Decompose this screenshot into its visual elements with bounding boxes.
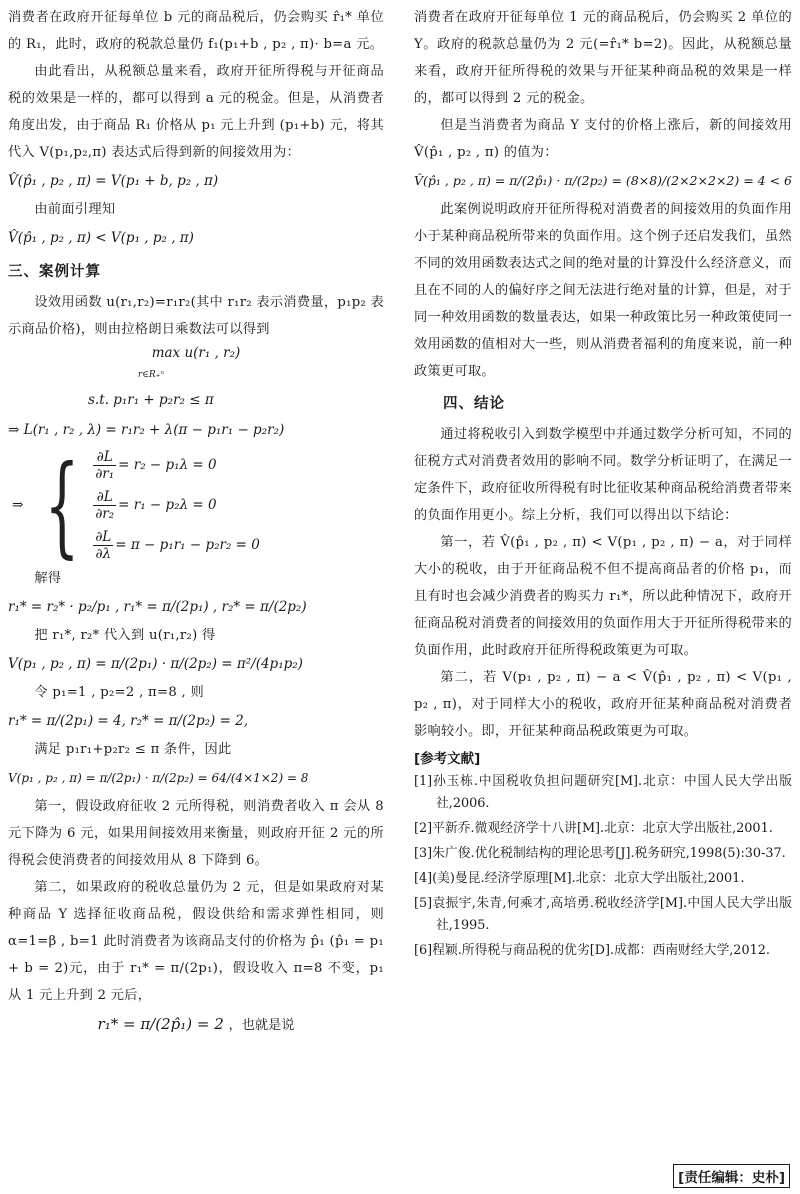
reference-item: [5]袁振宇,朱青,何乘才,高培勇.税收经济学[M].中国人民大学出版社,1995. [414,896,792,933]
equation-indirect-utility-numeric: V(p₁ , p₂ , π) = π/(2p₁) · π/(2p₂) = 64/(4×1×2) = 8 [8,771,309,785]
equation-max [8,343,384,385]
paragraph: 消费者在政府开征每单位 b 元的商品税后，仍会购买 r̂₁* 单位的 R₁，此时，政府的税款总量仍 f₁(p₁+b , p₂ , π)· b=a 元。 [8,10,384,52]
paragraph: 满足 p₁r₁+p₂r₂ ≤ π 条件，因此 [34,742,232,757]
numerator: ∂L [95,528,112,545]
equation-system [8,441,384,569]
system-row [91,485,260,525]
row-rhs: = r₁ − p₂λ = 0 [118,497,217,513]
system-rows [91,445,260,565]
references-list [414,771,792,962]
reference-item: [1]孙玉栋.中国税收负担问题研究[M].北京：中国人民大学出版社,2006. [414,774,792,811]
denominator: ∂r₁ [95,465,115,482]
reference-item: [6]程颖.所得税与商品税的优劣[D].成都：西南财经大学,2012. [414,943,770,958]
max-subscript: r∈R₊ⁿ [137,370,165,380]
equation-lagrangian: ⇒ L(r₁ , r₂ , λ) = r₁r₂ + λ(π − p₁r₁ − p₂r₂) [8,422,285,438]
paragraph: 设效用函数 u(r₁,r₂)=r₁r₂(其中 r₁r₂ 表示消费量，p₁p₂ 表示商品价格)，则由拉格朗日乘数法可以得到 [8,295,384,337]
equation-indirect-utility: V(p₁ , p₂ , π) = π/(2p₁) · π/(2p₂) = π²/(4p₁p₂) [8,656,303,672]
references-title: [参考文献] [414,751,481,767]
paragraph: 由前面引理知 [34,202,116,217]
paragraph: 消费者在政府开征每单位 1 元的商品税后，仍会购买 2 单位的 Y。政府的税款总量仍为 2 元(=r̂₁* b=2)。因此，从税额总量来看，政府开征所得税的效果与开征某种商品税的效果是一样的，都可以得到 2 元的税金。 [414,10,792,106]
equation-new-utility: V̂(p̂₁ , p₂ , π) = π/(2p̂₁) · π/(2p₂) = (8×8)/(2×2×2×2) = 4 < 6 [414,173,792,188]
numerator: ∂L [93,489,116,506]
equation: V̂(p̂₁ , p₂ , π) < V(p₁ , p₂ , π) [8,230,194,246]
equation-text: r₁* = π/(2p̂₁) = 2 [97,1015,224,1033]
paragraph-tail: ，也就是说 [228,1018,295,1033]
section-heading: 四、结论 [443,396,505,412]
numerator: ∂L [93,449,116,466]
row-rhs: = π − p₁r₁ − p₂r₂ = 0 [115,537,260,553]
reference-item: [2]平新乔.微观经济学十八讲[M].北京：北京大学出版社,2001. [414,821,773,836]
fraction [93,489,116,522]
paragraph: 第一，假设政府征收 2 元所得税，则消费者收入 π 会从 8 元下降为 6 元，如果用间接效用来衡量，则政府开征 2 元的所得税会使消费者的间接效用从 8 下降到 6。 [8,799,384,868]
right-column [414,4,792,965]
reference-item: [3]朱广俊.优化税制结构的理论思考[J].税务研究,1998(5):30-37. [414,846,786,861]
paragraph: 但是当消费者为商品 Y 支付的价格上涨后，新的间接效用 V̂(p̂₁ , p₂ , π) 的值为： [414,118,792,160]
section-heading: 三、案例计算 [8,264,101,280]
responsible-editor: [责任编辑：史朴] [673,1164,790,1188]
paragraph: 第一，若 V̂(p̂₁ , p₂ , π) < V(p₁ , p₂ , π) − a，对于同样大小的税收，由于开征商品税不但不提高商品者的价格 p₁，而且有时也会减少消费者的购买力 r₁*，所以此种情况下，政府开征商品税对消费者的间接效用的负面作用大于开征所得税带来的负面作用，此时政府开征所得税政策更为可取。 [414,535,792,658]
system-row [91,445,260,485]
paragraph: 此案例说明政府开征所得税对消费者的间接效用的负面作用小于某种商品税所带来的负面作用。这个例子还启发我们，虽然不同的效用函数表达式之间的绝对量的计算没什么经济意义，而且在不同的人的偏好序之间无法进行绝对量的计算，但是，对于同一种效用函数的数量表达，如果一种政策比另一种政策使同一效用函数的值相对大一些，则从消费者福利的角度来说，前一种政策更可取。 [414,202,792,379]
equation-solution: r₁* = r₂* · p₂/p₁ , r₁* = π/(2p₁) , r₂* = π/(2p₂) [8,599,307,615]
denominator: ∂r₂ [95,505,115,522]
implies-arrow: ⇒ [12,497,24,513]
system-row [91,525,260,565]
paragraph: 令 p₁=1 , p₂=2 , π=8 , 则 [34,685,205,700]
reference-item: [4](美)曼昆.经济学原理[M].北京：北京大学出版社,2001. [414,871,745,886]
left-column [8,4,384,1041]
fraction [93,449,116,482]
equation-constraint: s.t. p₁r₁ + p₂r₂ ≤ π [88,392,214,408]
denominator: ∂λ [95,545,112,562]
equation: V̂(p̂₁ , p₂ , π) = V(p₁ + b, p₂ , π) [8,173,219,189]
row-rhs: = r₂ − p₁λ = 0 [118,457,217,473]
paragraph: 解得 [34,571,62,586]
paragraph: 第二，如果政府的税收总量仍为 2 元，但是如果政府对某种商品 Y 选择征收商品税，假设供给和需求弹性相同，则 α=1=β , b=1 此时消费者为该商品支付的价格为 p̂₁ (p̂₁ = p₁ + b = 2)元，由于 r₁* = π/(2p₁)，假设收入 π=8 不变，p₁ 从 1 元上升到 2 元后， [8,880,384,1003]
left-brace-icon: { [44,441,80,569]
paragraph: 由此看出，从税额总量来看，政府开征所得税与开征商品税的效果是一样的，都可以得到 a 元的税金。但是，从消费者角度出发，由于商品 R₁ 价格从 p₁ 元上升到 (p₁+b) 元，将其代入 V(p₁,p₂,π) 表达式后得到新的间接效用为： [8,64,384,160]
fraction [93,529,113,562]
paragraph: 把 r₁*, r₂* 代入到 u(r₁,r₂) 得 [34,628,216,643]
equation-r1-hat [8,1009,384,1041]
equation-values: r₁* = π/(2p₁) = 4, r₂* = π/(2p₂) = 2, [8,713,249,729]
paragraph: 通过将税收引入到数学模型中并通过数学分析可知，不同的征税方式对消费者效用的影响不同。数学分析证明了，在满足一定条件下，政府征收所得税有时比征收某种商品税给消费者带来的负面作用更小。综上分析，我们可以得出以下结论： [414,427,792,523]
paragraph: 第二，若 V(p₁ , p₂ , π) − a < V̂(p̂₁ , p₂ , π) < V(p₁ , p₂ , π)，对于同样大小的税收，政府开征某种商品税对消费者影响较小。即，开征某种商品税政策更为可取。 [414,670,792,739]
max-expression: max u(r₁ , r₂) [151,345,241,361]
